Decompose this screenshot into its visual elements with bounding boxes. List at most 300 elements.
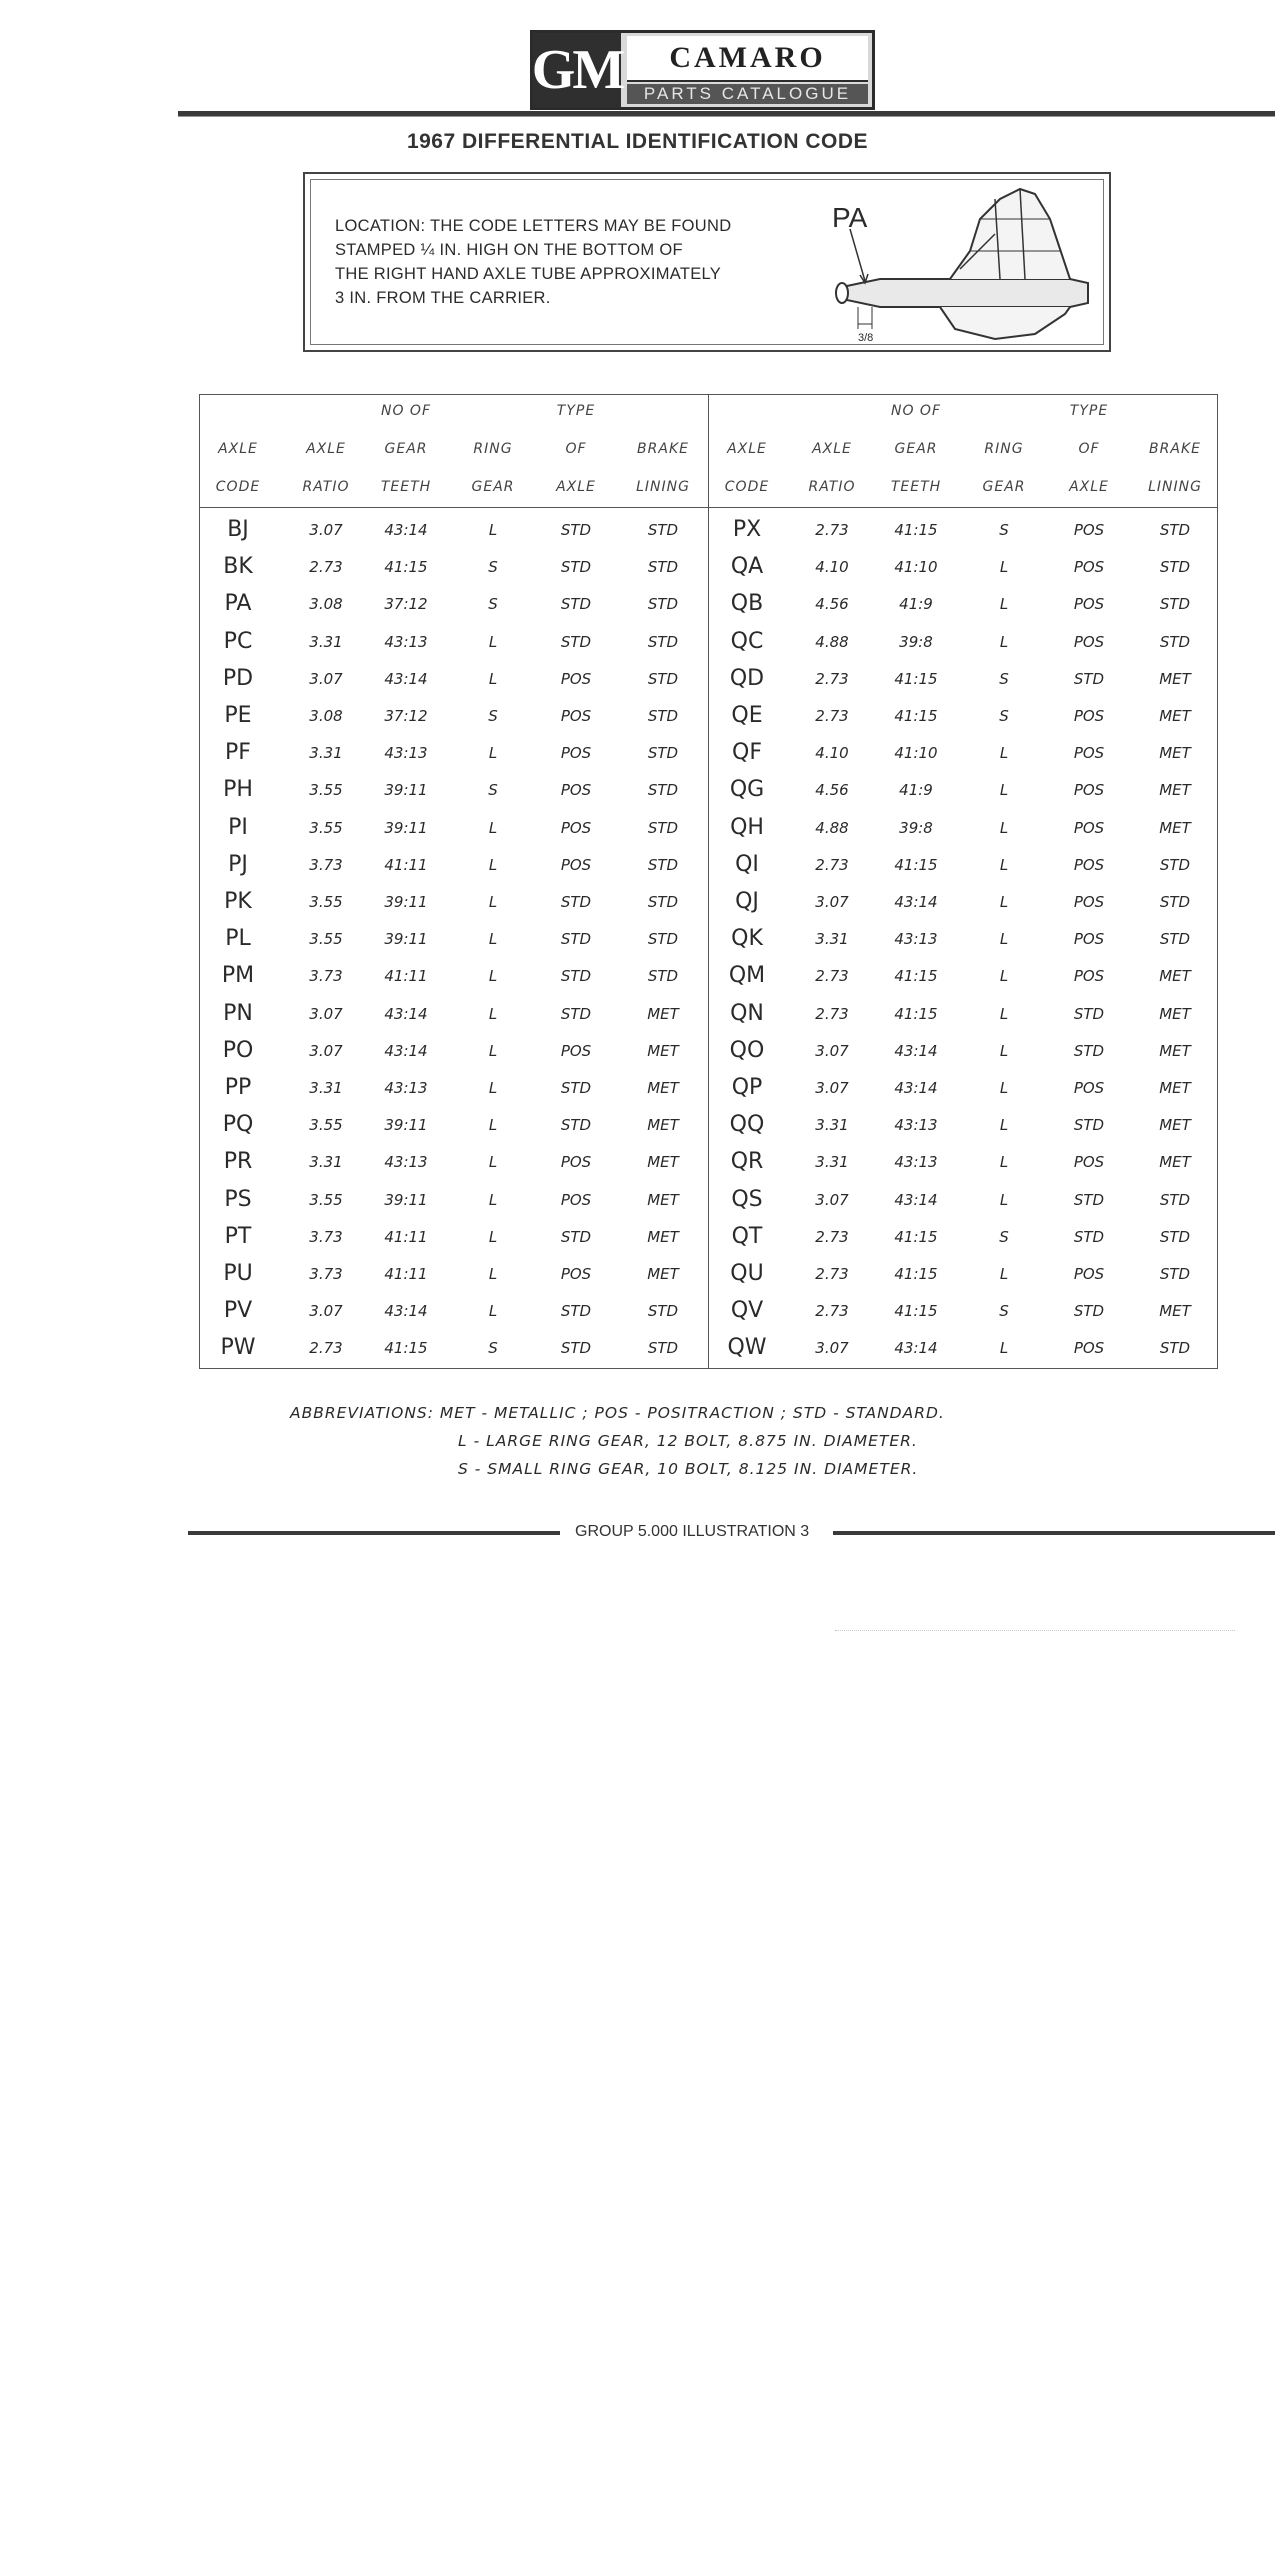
table-cell-code: PM <box>221 963 255 989</box>
table-cell-brake: MET <box>647 1079 679 1097</box>
table-cell-code: BJ <box>227 517 249 542</box>
table-cell-axle: STD <box>1073 1041 1105 1060</box>
table-cell-code: PP <box>224 1075 252 1100</box>
table-cell-ring: L <box>999 1004 1009 1023</box>
table-cell-ring: L <box>488 1302 498 1321</box>
table-cell-ring: L <box>999 967 1009 986</box>
table-cell-ratio: 2.73 <box>309 1339 343 1358</box>
table-cell-ratio: 3.07 <box>309 1004 343 1023</box>
table-cell-teeth: 41:15 <box>894 707 938 725</box>
location-text <box>335 214 805 310</box>
table-cell-code: PI <box>228 814 248 840</box>
table-cell-code: PN <box>223 1000 253 1026</box>
table-cell-code: PL <box>225 926 251 952</box>
table-cell-teeth: 41:15 <box>384 1339 428 1358</box>
table-cell-brake: STD <box>647 1302 679 1321</box>
table-cell-teeth: 41:15 <box>894 1302 938 1321</box>
table-cell-brake: MET <box>647 1116 679 1135</box>
table-cell-ring: L <box>488 669 498 688</box>
table-cell-ratio: 3.73 <box>309 1227 343 1246</box>
column-header: OF <box>565 441 587 457</box>
table-cell-brake: STD <box>647 669 679 688</box>
table-cell-teeth: 39:11 <box>384 818 428 837</box>
table-cell-ring: L <box>488 1116 498 1135</box>
table-cell-ring: L <box>488 1153 498 1172</box>
table-cell-brake: MET <box>647 1265 679 1283</box>
table-cell-ring: L <box>488 1004 498 1023</box>
table-cell-teeth: 41:9 <box>899 781 933 800</box>
column-header: OF <box>1078 441 1100 457</box>
table-cell-axle: POS <box>1073 521 1105 539</box>
table-cell-ratio: 3.55 <box>309 781 343 800</box>
table-cell-axle: POS <box>560 855 592 874</box>
table-cell-code: QI <box>735 851 759 877</box>
table-cell-ratio: 3.07 <box>815 1041 849 1060</box>
footer-rule-left <box>188 1531 560 1535</box>
table-cell-ratio: 2.73 <box>815 521 849 539</box>
table-cell-teeth: 37:12 <box>384 595 428 614</box>
table-cell-brake: STD <box>647 930 679 949</box>
table-cell-code: QV <box>730 1298 764 1324</box>
table-cell-code: PU <box>223 1261 253 1286</box>
table-cell-ring: L <box>488 855 498 874</box>
table-cell-ring: L <box>999 893 1009 911</box>
table-cell-ratio: 3.55 <box>309 893 343 911</box>
table-cell-teeth: 37:12 <box>384 707 428 725</box>
column-header: AXLE <box>556 479 596 495</box>
column-header: AXLE <box>1069 479 1109 495</box>
table-cell-axle: STD <box>560 632 592 651</box>
table-cell-brake: MET <box>1159 781 1191 800</box>
table-cell-ratio: 3.07 <box>815 1190 849 1209</box>
table-cell-axle: POS <box>1073 1079 1105 1097</box>
table-cell-teeth: 41:10 <box>894 744 938 763</box>
location-box <box>303 172 1111 352</box>
table-cell-brake: MET <box>647 1227 679 1246</box>
table-cell-ratio: 3.31 <box>815 1153 849 1172</box>
table-cell-teeth: 43:13 <box>384 1079 428 1097</box>
table-cell-axle: STD <box>1073 1302 1105 1321</box>
table-cell-brake: STD <box>1159 1339 1191 1358</box>
table-cell-ring: L <box>488 818 498 837</box>
table-cell-ratio: 3.31 <box>815 930 849 949</box>
table-cell-brake: MET <box>1159 707 1191 725</box>
table-cell-teeth: 43:13 <box>384 744 428 763</box>
column-header: LINING <box>636 479 690 495</box>
table-cell-ratio: 4.10 <box>815 558 849 577</box>
table-cell-axle: STD <box>560 1302 592 1321</box>
table-cell-ratio: 3.73 <box>309 855 343 874</box>
table-cell-code: PC <box>223 628 253 654</box>
table-cell-teeth: 41:15 <box>894 967 938 986</box>
table-cell-teeth: 39:8 <box>899 818 933 837</box>
column-header: RING <box>473 441 513 457</box>
column-header: RING <box>984 441 1024 457</box>
header-rule <box>178 111 1275 117</box>
table-cell-ratio: 2.73 <box>815 1227 849 1246</box>
table-cell-ratio: 4.10 <box>815 744 849 763</box>
table-cell-axle: POS <box>1073 558 1105 577</box>
table-cell-ratio: 2.73 <box>815 967 849 986</box>
table-cell-code: QE <box>731 703 763 728</box>
faint-dotted-line <box>835 1630 1235 1631</box>
table-cell-brake: MET <box>647 1041 679 1060</box>
table-cell-ring: L <box>999 855 1009 874</box>
table-cell-axle: POS <box>560 818 592 837</box>
table-cell-ring: S <box>488 781 498 800</box>
table-cell-brake: STD <box>1159 521 1191 539</box>
table-cell-brake: STD <box>1159 1227 1191 1246</box>
table-cell-code: QQ <box>729 1112 765 1138</box>
table-cell-code: QS <box>731 1186 763 1212</box>
table-cell-teeth: 41:10 <box>894 558 938 577</box>
table-cell-code: PS <box>224 1186 252 1212</box>
table-cell-ratio: 3.08 <box>309 707 343 725</box>
table-cell-brake: STD <box>1159 1265 1191 1283</box>
table-cell-ratio: 3.31 <box>309 1079 343 1097</box>
table-cell-axle: POS <box>560 1041 592 1060</box>
table-cell-teeth: 39:11 <box>384 781 428 800</box>
table-cell-ratio: 4.56 <box>815 781 849 800</box>
table-cell-axle: STD <box>560 1004 592 1023</box>
table-cell-axle: POS <box>560 707 592 725</box>
table-cell-ratio: 3.07 <box>815 893 849 911</box>
column-header: CODE <box>724 479 770 495</box>
table-cell-ratio: 3.55 <box>309 1116 343 1135</box>
table-cell-axle: STD <box>560 1227 592 1246</box>
logo-camaro-text: CAMARO <box>627 36 868 82</box>
table-cell-teeth: 41:15 <box>894 521 938 539</box>
table-cell-brake: MET <box>1159 1116 1191 1135</box>
table-cell-ratio: 2.73 <box>815 1302 849 1321</box>
table-cell-code: PX <box>732 517 762 542</box>
table-cell-ring: S <box>999 521 1009 539</box>
table-cell-code: QB <box>730 591 764 617</box>
table-cell-teeth: 43:14 <box>894 1041 938 1060</box>
table-cell-teeth: 41:15 <box>894 669 938 688</box>
table-cell-ratio: 3.07 <box>309 669 343 688</box>
table-cell-code: QH <box>730 814 764 840</box>
location-line: 3 IN. FROM THE CARRIER. <box>335 289 551 307</box>
table-cell-teeth: 43:14 <box>384 1302 428 1321</box>
table-cell-ratio: 4.88 <box>815 632 849 651</box>
table-cell-ratio: 3.07 <box>309 1302 343 1321</box>
diagram-dimension: 3/8 <box>858 332 874 344</box>
table-cell-brake: STD <box>1159 893 1191 911</box>
table-cell-ratio: 2.73 <box>815 1265 849 1283</box>
table-cell-ring: L <box>999 632 1009 651</box>
table-cell-ring: S <box>488 1339 498 1358</box>
table-cell-ratio: 3.73 <box>309 967 343 986</box>
table-cell-code: PJ <box>228 851 248 877</box>
table-cell-code: PT <box>224 1223 252 1249</box>
table-cell-code: PK <box>224 889 252 914</box>
gm-camaro-logo <box>530 30 875 110</box>
table-cell-brake: MET <box>1159 1041 1191 1060</box>
table-cell-ring: L <box>488 1265 498 1283</box>
column-header: RATIO <box>808 479 856 495</box>
table-cell-code: QC <box>730 628 764 654</box>
table-cell-teeth: 43:14 <box>894 1190 938 1209</box>
table-cell-ratio: 2.73 <box>815 1004 849 1023</box>
table-cell-axle: STD <box>1073 1116 1105 1135</box>
footer-caption: GROUP 5.000 ILLUSTRATION 3 <box>575 1523 810 1540</box>
table-cell-ring: L <box>488 893 498 911</box>
table-cell-ring: L <box>488 1041 498 1060</box>
table-cell-ratio: 3.31 <box>309 744 343 763</box>
table-cell-ring: S <box>999 707 1009 725</box>
table-cell-brake: STD <box>647 855 679 874</box>
table-cell-ratio: 2.73 <box>815 707 849 725</box>
table-cell-ratio: 3.07 <box>309 521 343 539</box>
table-cell-ratio: 3.31 <box>309 1153 343 1172</box>
table-cell-teeth: 43:13 <box>894 1153 938 1172</box>
table-cell-axle: POS <box>1073 1339 1105 1358</box>
table-cell-axle: POS <box>1073 855 1105 874</box>
table-cell-teeth: 43:13 <box>384 1153 428 1172</box>
table-cell-axle: STD <box>1073 1227 1105 1246</box>
table-cell-teeth: 43:14 <box>894 893 938 911</box>
table-cell-ratio: 3.08 <box>309 595 343 614</box>
footer-rule-right <box>833 1531 1275 1535</box>
table-cell-axle: POS <box>1073 818 1105 837</box>
table-cell-teeth: 43:14 <box>384 1041 428 1060</box>
table-cell-ring: S <box>488 707 498 725</box>
table-cell-code: PA <box>224 591 252 617</box>
table-cell-ratio: 2.73 <box>815 669 849 688</box>
table-cell-brake: MET <box>1159 1153 1191 1172</box>
table-cell-axle: POS <box>1073 893 1105 911</box>
table-cell-axle: POS <box>560 744 592 763</box>
table-cell-ratio: 3.55 <box>309 1190 343 1209</box>
table-cell-axle: POS <box>1073 707 1105 725</box>
table-cell-code: PH <box>223 777 253 803</box>
column-header: NO OF <box>890 403 941 419</box>
table-cell-axle: STD <box>560 1079 592 1097</box>
table-cell-teeth: 39:11 <box>384 1190 428 1209</box>
table-cell-ratio: 4.56 <box>815 595 849 614</box>
table-cell-brake: MET <box>1159 669 1191 688</box>
table-cell-ring: L <box>999 781 1009 800</box>
table-cell-ratio: 3.55 <box>309 818 343 837</box>
table-cell-ratio: 3.07 <box>815 1079 849 1097</box>
table-cell-ring: L <box>488 967 498 986</box>
table-cell-brake: STD <box>647 707 679 725</box>
table-cell-brake: STD <box>647 744 679 763</box>
location-line: THE RIGHT HAND AXLE TUBE APPROXIMATELY <box>335 265 722 283</box>
table-cell-axle: STD <box>1073 669 1105 688</box>
table-cell-axle: POS <box>560 781 592 800</box>
table-cell-teeth: 43:14 <box>384 669 428 688</box>
column-header: TYPE <box>556 403 596 419</box>
column-header: RATIO <box>302 479 350 495</box>
table-cell-code: QW <box>727 1335 767 1361</box>
table-cell-code: QM <box>728 963 766 989</box>
table-cell-teeth: 39:11 <box>384 930 428 949</box>
column-header: TEETH <box>890 479 942 495</box>
table-cell-axle: STD <box>1073 1190 1105 1209</box>
table-cell-teeth: 41:11 <box>384 1265 428 1283</box>
column-header: NO OF <box>380 403 431 419</box>
table-cell-ring: L <box>999 1116 1009 1135</box>
table-cell-ratio: 2.73 <box>815 855 849 874</box>
table-cell-teeth: 39:11 <box>384 893 428 911</box>
table-cell-ring: L <box>488 1227 498 1246</box>
table-cell-code: PF <box>225 740 251 766</box>
table-cell-teeth: 43:14 <box>384 1004 428 1023</box>
table-cell-brake: MET <box>1159 967 1191 986</box>
gm-logo-mark: GM <box>533 33 621 107</box>
table-cell-code: QF <box>732 740 762 766</box>
column-header: GEAR <box>471 479 515 495</box>
column-header: GEAR <box>384 441 428 457</box>
column-header: AXLE <box>727 441 767 457</box>
table-header-rule <box>200 507 1217 508</box>
table-cell-ring: L <box>999 930 1009 949</box>
table-cell-brake: STD <box>1159 632 1191 651</box>
table-cell-ring: L <box>999 595 1009 614</box>
table-cell-axle: STD <box>560 558 592 577</box>
axle-housing-diagram <box>820 179 1095 344</box>
table-cell-brake: STD <box>647 967 679 986</box>
table-cell-axle: STD <box>560 930 592 949</box>
table-cell-brake: STD <box>1159 558 1191 577</box>
table-cell-ring: S <box>999 1227 1009 1246</box>
table-cell-code: QN <box>730 1000 764 1026</box>
table-cell-brake: STD <box>1159 930 1191 949</box>
table-cell-axle: POS <box>560 669 592 688</box>
table-cell-code: PV <box>223 1298 253 1324</box>
table-cell-axle: STD <box>560 967 592 986</box>
table-cell-code: PQ <box>222 1112 254 1138</box>
table-cell-ring: L <box>999 818 1009 837</box>
abbreviations-line: L - LARGE RING GEAR, 12 BOLT, 8.875 IN. DIAMETER. <box>458 1432 918 1450</box>
table-cell-teeth: 41:15 <box>894 1004 938 1023</box>
table-cell-axle: POS <box>1073 781 1105 800</box>
table-cell-brake: MET <box>1159 744 1191 763</box>
table-cell-axle: STD <box>1073 1004 1105 1023</box>
table-cell-brake: STD <box>647 632 679 651</box>
diagram-label: PA <box>832 202 868 233</box>
table-cell-teeth: 41:15 <box>894 1227 938 1246</box>
table-cell-axle: STD <box>560 1116 592 1135</box>
table-cell-ratio: 2.73 <box>309 558 343 577</box>
column-header: BRAKE <box>1149 441 1201 457</box>
table-cell-ring: S <box>999 669 1009 688</box>
table-cell-ratio: 3.31 <box>815 1116 849 1135</box>
table-cell-brake: MET <box>1159 1079 1191 1097</box>
table-cell-teeth: 43:13 <box>894 1116 938 1135</box>
table-cell-ring: S <box>488 558 498 577</box>
column-header: TEETH <box>380 479 432 495</box>
table-cell-code: QG <box>729 777 765 803</box>
table-cell-teeth: 41:15 <box>894 855 938 874</box>
table-cell-axle: POS <box>1073 1153 1105 1172</box>
table-cell-brake: STD <box>647 893 679 911</box>
table-cell-axle: POS <box>1073 744 1105 763</box>
table-cell-code: PR <box>223 1149 253 1175</box>
table-cell-code: QT <box>731 1223 763 1249</box>
table-cell-code: PE <box>224 703 252 728</box>
column-header: AXLE <box>812 441 852 457</box>
table-cell-teeth: 41:11 <box>384 855 428 874</box>
table-cell-code: PO <box>222 1037 254 1063</box>
table-cell-code: QK <box>731 926 763 952</box>
table-cell-ring: L <box>999 1265 1009 1283</box>
table-cell-code: QR <box>730 1149 764 1175</box>
table-cell-brake: STD <box>647 558 679 577</box>
column-header: TYPE <box>1069 403 1109 419</box>
table-cell-code: QA <box>730 554 764 580</box>
table-cell-teeth: 39:11 <box>384 1116 428 1135</box>
table-cell-ring: S <box>488 595 498 614</box>
column-header: LINING <box>1148 479 1202 495</box>
table-cell-ring: L <box>488 1190 498 1209</box>
table-cell-teeth: 43:14 <box>384 521 428 539</box>
table-cell-code: QD <box>729 665 765 691</box>
location-line: STAMPED ¼ IN. HIGH ON THE BOTTOM OF <box>335 241 683 259</box>
table-cell-axle: POS <box>1073 930 1105 949</box>
table-cell-ring: L <box>999 1153 1009 1172</box>
table-cell-axle: STD <box>560 521 592 539</box>
column-header: BRAKE <box>637 441 689 457</box>
table-cell-axle: POS <box>560 1153 592 1172</box>
table-cell-ratio: 3.73 <box>309 1265 343 1283</box>
table-cell-ring: L <box>999 558 1009 577</box>
table-cell-brake: STD <box>1159 1190 1191 1209</box>
table-cell-brake: STD <box>1159 855 1191 874</box>
table-cell-ring: L <box>999 1339 1009 1358</box>
table-cell-ring: L <box>488 930 498 949</box>
table-cell-ring: L <box>488 632 498 651</box>
table-cell-brake: MET <box>647 1004 679 1023</box>
column-header: AXLE <box>218 441 258 457</box>
table-cell-brake: STD <box>647 1339 679 1358</box>
table-cell-teeth: 43:13 <box>894 930 938 949</box>
differential-code-table <box>199 394 1218 1369</box>
table-cell-brake: STD <box>647 521 679 539</box>
column-header: CODE <box>215 479 261 495</box>
table-cell-code: QJ <box>735 889 759 914</box>
table-cell-teeth: 41:11 <box>384 1227 428 1246</box>
table-cell-brake: STD <box>647 781 679 800</box>
table-cell-code: QO <box>729 1037 765 1063</box>
table-cell-axle: POS <box>560 1265 592 1283</box>
table-cell-axle: STD <box>560 595 592 614</box>
table-cell-teeth: 43:14 <box>894 1339 938 1358</box>
page-title: 1967 DIFFERENTIAL IDENTIFICATION CODE <box>406 130 869 153</box>
table-cell-axle: POS <box>1073 1265 1105 1283</box>
column-header: GEAR <box>982 479 1026 495</box>
table-cell-ring: L <box>999 1079 1009 1097</box>
table-cell-teeth: 41:15 <box>894 1265 938 1283</box>
table-cell-ratio: 3.55 <box>309 930 343 949</box>
table-cell-ring: L <box>488 521 498 539</box>
table-cell-brake: MET <box>1159 1302 1191 1321</box>
table-cell-brake: STD <box>647 818 679 837</box>
table-cell-brake: MET <box>647 1153 679 1172</box>
table-cell-axle: POS <box>1073 595 1105 614</box>
table-cell-teeth: 43:13 <box>384 632 428 651</box>
table-cell-ratio: 3.31 <box>309 632 343 651</box>
table-cell-code: PW <box>220 1335 256 1361</box>
table-cell-ring: L <box>488 1079 498 1097</box>
table-cell-teeth: 43:14 <box>894 1079 938 1097</box>
table-cell-ratio: 3.07 <box>815 1339 849 1358</box>
table-cell-brake: MET <box>1159 1004 1191 1023</box>
table-cell-brake: STD <box>1159 595 1191 614</box>
table-cell-ring: L <box>999 744 1009 763</box>
